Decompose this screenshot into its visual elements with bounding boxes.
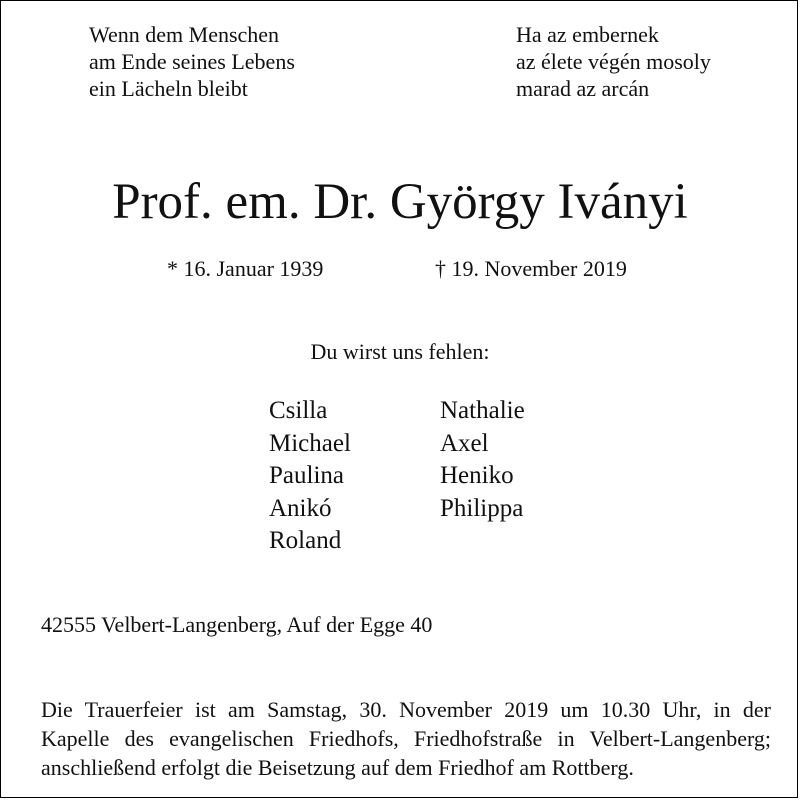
deceased-name: Prof. em. Dr. György Iványi (112, 174, 688, 230)
service-line: Die Trauerfeier ist am Samstag, 30. November 2019 um 10.30 Uhr, in der (41, 697, 771, 722)
verse-german-line: Wenn dem Menschen (89, 22, 280, 47)
mourner-name: Paulina (269, 462, 344, 489)
mourners-left-column (269, 395, 351, 558)
mourner-name: Heniko (440, 462, 514, 489)
birth-date: * 16. Januar 1939 (167, 256, 324, 281)
verse-hungarian (516, 21, 711, 102)
verse-hungarian-line: az élete végén mosoly (516, 49, 711, 74)
service-line: Kapelle des evangelischen Friedhofs, Friedhofstraße in Velbert-Langenberg; (41, 726, 771, 751)
verse-german-line: ein Lächeln bleibt (89, 76, 248, 101)
mourner-name: Philippa (440, 494, 524, 522)
mourner-name: Michael (269, 429, 351, 457)
verse-hungarian-line: Ha az embernek (516, 22, 659, 47)
death-date: † 19. November 2019 (435, 256, 627, 281)
mourner-name: Csilla (269, 397, 328, 424)
mourners-right-column (440, 395, 525, 525)
service-line: anschließend erfolgt die Beisetzung auf dem Friedhof am Rottberg. (41, 755, 634, 780)
verse-hungarian-line: marad az arcán (516, 76, 650, 101)
verse-german-line: am Ende seines Lebens (89, 49, 295, 74)
funeral-service-info (41, 695, 771, 782)
family-address: 42555 Velbert-Langenberg, Auf der Egge 40 (41, 612, 433, 637)
verse-german (89, 21, 295, 102)
mourner-name: Axel (440, 429, 489, 457)
mourner-name: Anikó (269, 494, 332, 522)
mourner-name: Roland (269, 527, 342, 554)
mourner-name: Nathalie (440, 397, 525, 424)
farewell-intro: Du wirst uns fehlen: (310, 339, 490, 364)
